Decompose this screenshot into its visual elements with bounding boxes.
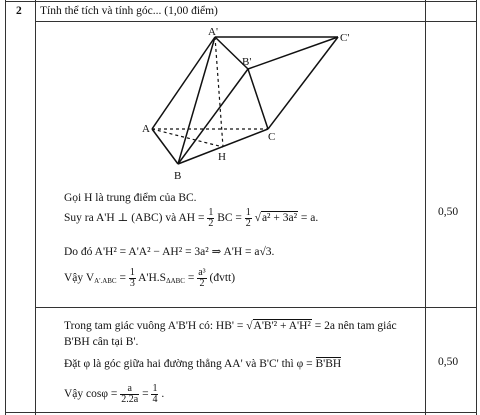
table-border-top — [5, 1, 477, 2]
label-c-prime: C' — [340, 32, 350, 44]
sqrt-expression: a² + 3a² — [261, 212, 298, 225]
part2-line3 — [64, 358, 341, 371]
angle-expression: B'BH — [315, 358, 342, 370]
equals-sign: = — [119, 272, 126, 285]
sqrt-expression-2: A'B'² + A'H² — [253, 320, 311, 332]
area-symbol: A'H.S — [138, 272, 167, 285]
part1-line2-post: = a. — [300, 212, 319, 225]
label-h: H — [218, 151, 226, 163]
volume-subscript: A'.ABC — [94, 277, 117, 286]
part1-line2-pre: Suy ra A'H ⊥ (ABC) và AH = — [64, 212, 205, 225]
equals-sign-2: = — [187, 272, 195, 285]
section-heading: Tính thể tích và tính góc... (1,00 điểm) — [40, 5, 218, 17]
label-c: C — [268, 131, 276, 143]
part1-line2-mid: BC = — [217, 212, 242, 225]
part2-line3-pre: Đặt φ là góc giữa hai đường thẳng AA' và B'C' thì φ = — [64, 358, 313, 370]
table-row-divider-header — [35, 21, 477, 22]
equals-sign-3: = — [142, 388, 149, 401]
table-border-bottom — [5, 412, 477, 413]
part1-score: 0,50 — [438, 206, 459, 218]
frac-half: $\frac{1}{2}$ — [208, 207, 214, 229]
frac-half-2: $\frac{1}{2}$ — [245, 207, 251, 229]
part2-score: 0,50 — [438, 356, 459, 368]
part2-line1: Trong tam giác vuông A'B'H có: HB' = √A'B'² + A'H² = 2a nên tam giác — [64, 320, 397, 332]
part1-line3: Do đó A'H² = A'A² − AH² = 3a² ⇒ A'H = a√3. — [64, 246, 275, 258]
part2-line1-post: = 2a nên tam giác — [314, 320, 397, 332]
cos-label: Vậy cosφ = — [64, 388, 118, 401]
table-border-right — [476, 0, 477, 415]
part2-line2: B'BH cân tại B'. — [64, 336, 139, 348]
part1-line2: Suy ra A'H ⊥ (ABC) và AH = $\frac{1}{2}$ BC = $\frac{1}{2}$ √a² + 3a² = a. — [64, 207, 319, 229]
frac-cos: $\frac{a}{2.2a}$ — [121, 383, 139, 405]
frac-quarter: $\frac{1}{4}$ — [152, 383, 158, 405]
part1-line1: Gọi H là trung điểm của BC. — [64, 192, 197, 204]
part2-line1-pre: Trong tam giác vuông A'B'H có: HB' = — [64, 320, 244, 332]
final-period: . — [161, 388, 165, 401]
label-a: A — [142, 123, 150, 135]
part1-line4 — [64, 268, 235, 289]
frac-volume-result: $\frac{\text{a³}}{2}$ — [198, 267, 206, 289]
label-a-prime: A' — [208, 26, 218, 38]
row-number: 2 — [16, 5, 22, 17]
label-b-prime: B' — [242, 56, 252, 68]
unit-label: (đvtt) — [209, 272, 236, 285]
frac-third: $\frac{1}{3}$ — [129, 267, 135, 289]
table-border-left — [5, 0, 6, 415]
table-row-divider-part — [35, 307, 477, 308]
area-subscript: ΔABC — [166, 277, 185, 286]
geometry-figure — [140, 24, 390, 184]
label-b: B — [174, 170, 182, 182]
part2-line4 — [64, 384, 164, 405]
table-border-col2 — [425, 0, 426, 415]
volume-symbol: Vậy V — [64, 272, 95, 285]
table-border-col1 — [35, 0, 36, 415]
